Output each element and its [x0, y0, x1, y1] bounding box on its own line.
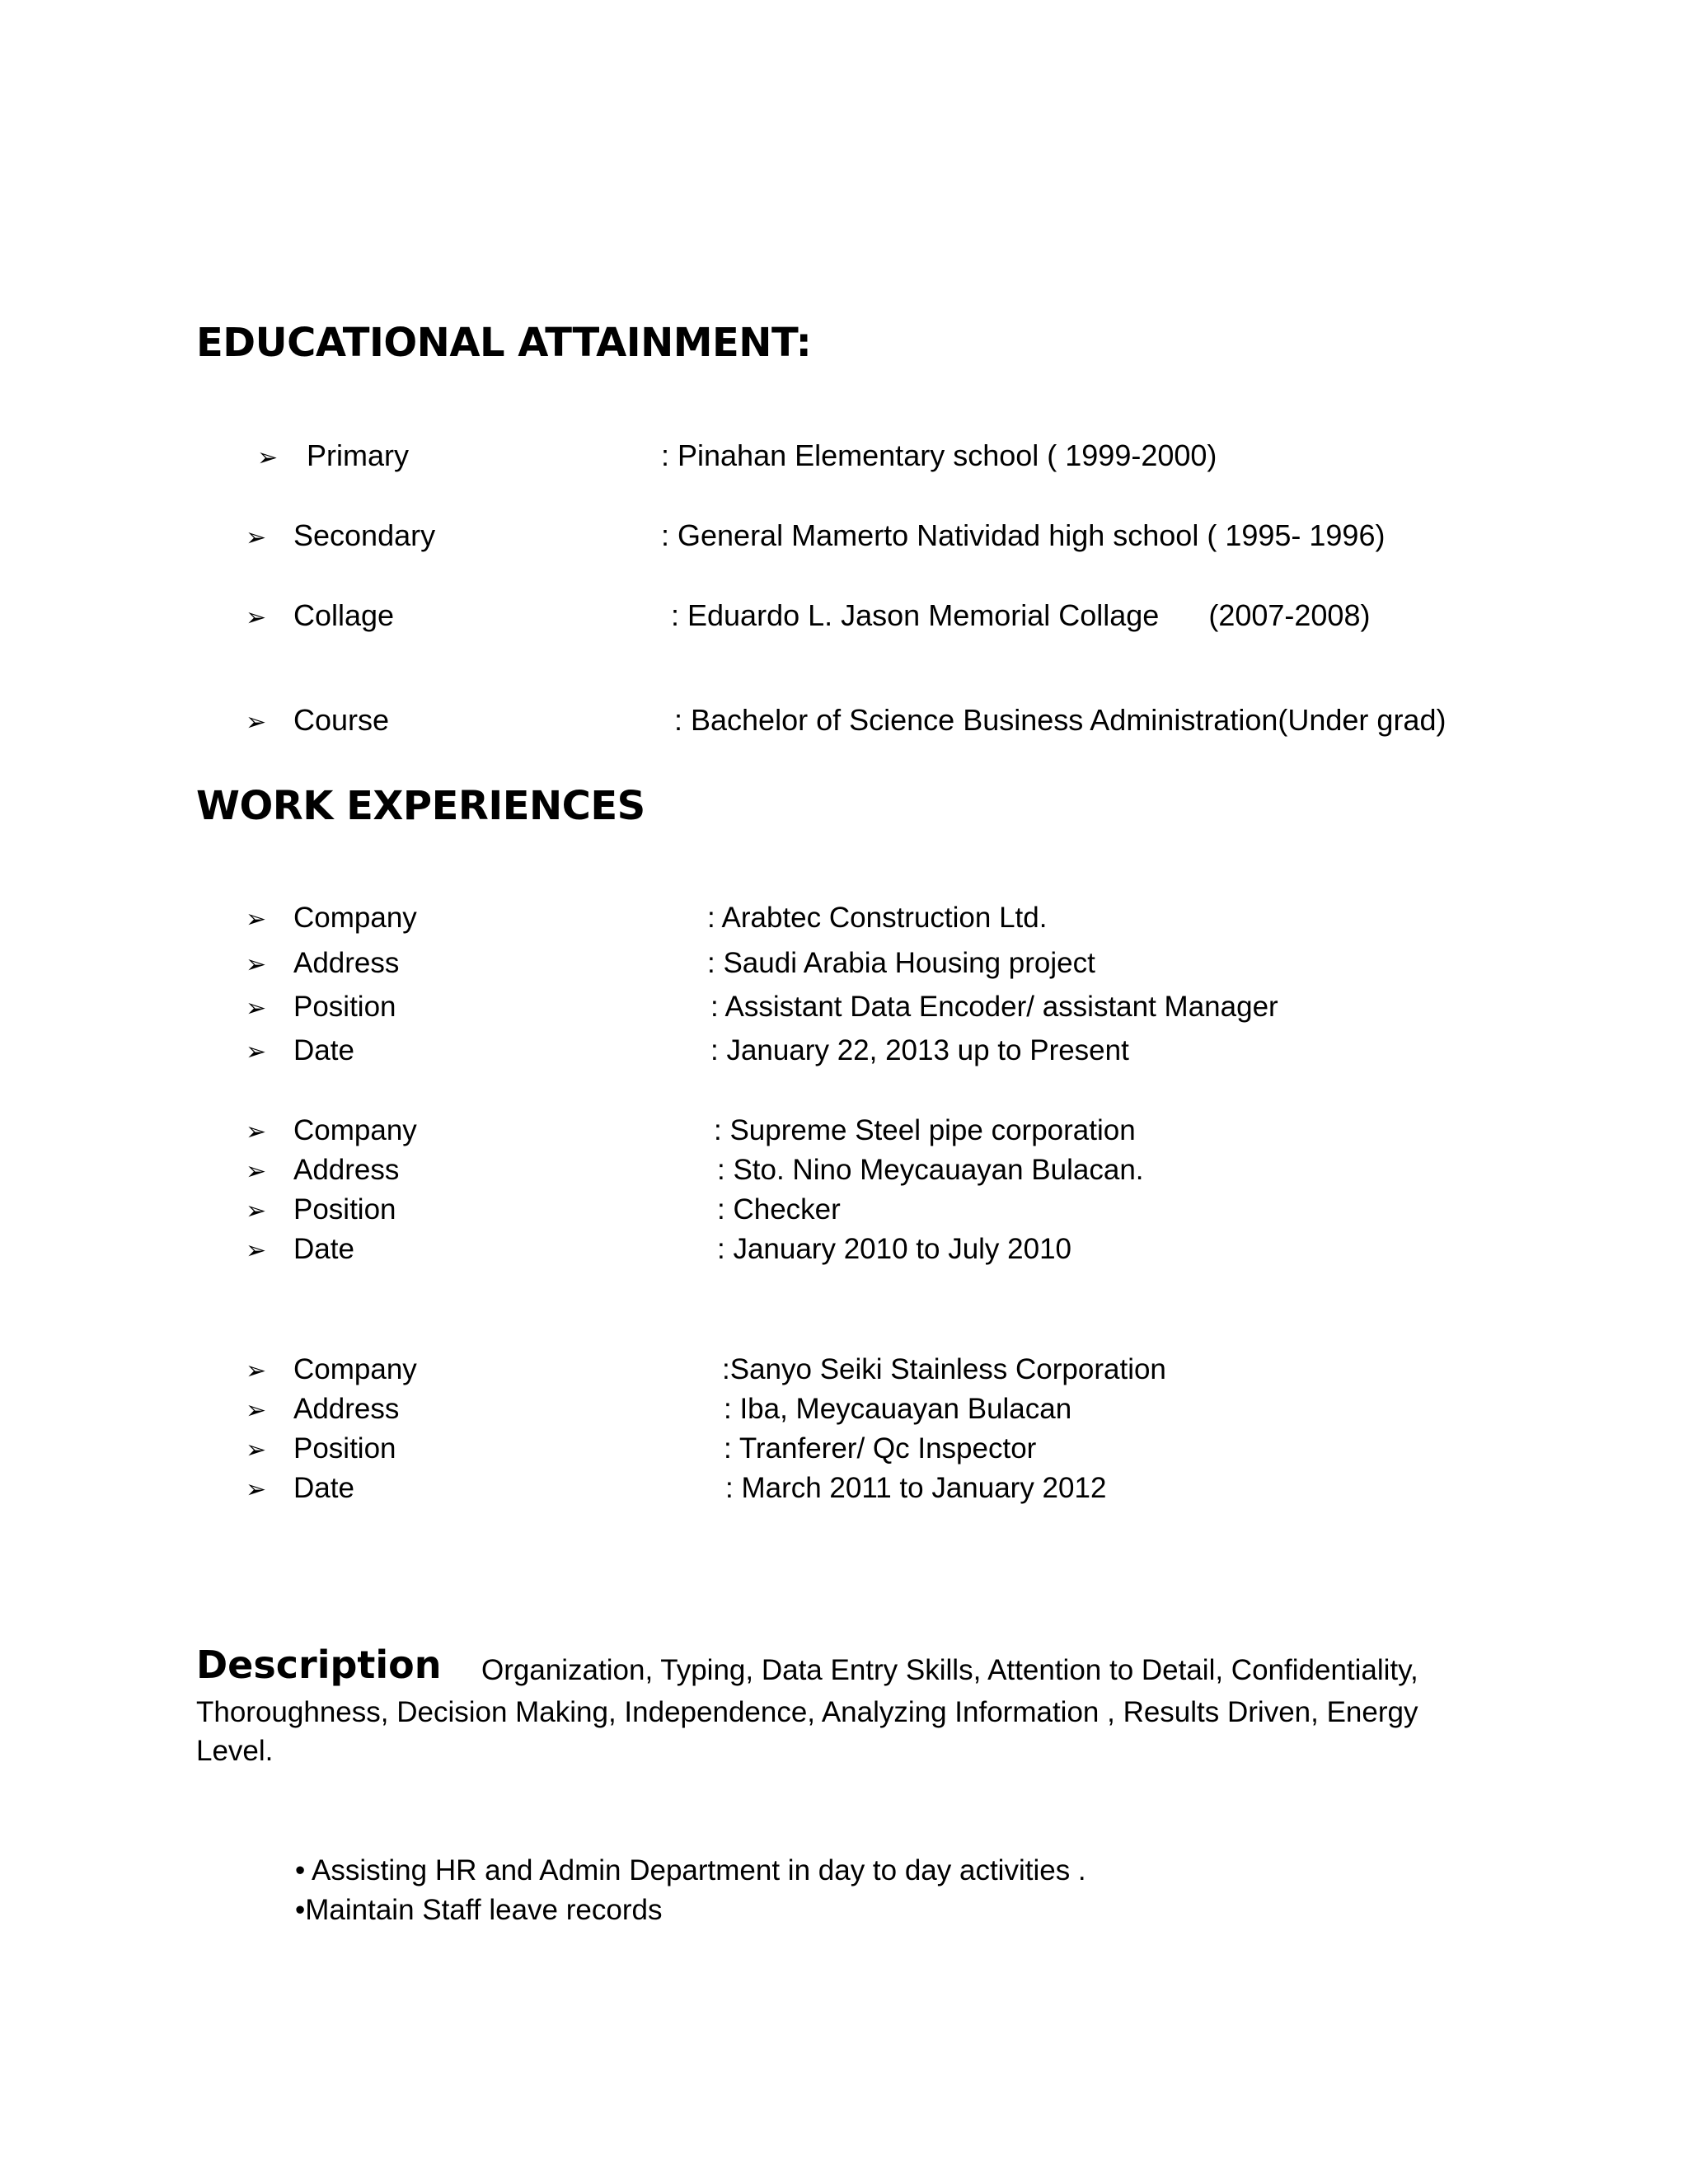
arrow-bullet-icon: ➢	[246, 1476, 267, 1503]
job-position-label: Position	[293, 1193, 396, 1226]
list-item	[246, 1192, 266, 1230]
job-position-label: Position	[293, 1432, 396, 1465]
arrow-bullet-icon: ➢	[246, 1197, 267, 1225]
list-item	[246, 1231, 266, 1269]
arrow-bullet-icon: ➢	[246, 1237, 267, 1264]
arrow-bullet-icon: ➢	[246, 1397, 267, 1424]
job-company-label: Company	[293, 1353, 417, 1385]
job-date-value: : January 2010 to July 2010	[717, 1233, 1072, 1265]
job-company-label: Company	[293, 1114, 417, 1146]
education-value-course: : Bachelor of Science Business Administration(Under grad)	[674, 703, 1447, 737]
arrow-bullet-icon: ➢	[246, 1118, 267, 1146]
job-company-value: : Supreme Steel pipe corporation	[714, 1114, 1136, 1146]
list-item: • Assisting HR and Admin Department in day to day activities .	[295, 1854, 1086, 1886]
job-position-value: : Checker	[717, 1193, 841, 1226]
list-item	[246, 1352, 266, 1390]
description-line-1: Organization, Typing, Data Entry Skills, Attention to Detail, Confidentiality,	[481, 1654, 1418, 1686]
list-item	[246, 1113, 266, 1151]
list-item	[246, 989, 266, 1027]
job-company-label: Company	[293, 902, 417, 934]
job-address-value: : Saudi Arabia Housing project	[707, 947, 1095, 979]
job-address-label: Address	[293, 1393, 400, 1425]
list-item	[246, 1033, 266, 1071]
list-item	[246, 1431, 266, 1469]
job-company-value: :Sanyo Seiki Stainless Corporation	[722, 1353, 1166, 1385]
education-value-primary: : Pinahan Elementary school ( 1999-2000)	[661, 438, 1217, 472]
job-address-value: : Sto. Nino Meycauayan Bulacan.	[717, 1154, 1144, 1186]
job-date-label: Date	[293, 1233, 354, 1265]
job-date-value: : March 2011 to January 2012	[725, 1472, 1107, 1504]
description-title: Description	[196, 1643, 442, 1687]
job-position-value: : Assistant Data Encoder/ assistant Manager	[710, 991, 1278, 1023]
arrow-bullet-icon: ➢	[246, 906, 267, 933]
education-label-collage: Collage	[293, 598, 395, 632]
job-date-label: Date	[293, 1472, 354, 1504]
arrow-bullet-icon: ➢	[246, 951, 267, 978]
arrow-bullet-icon: ➢	[246, 1357, 267, 1385]
arrow-bullet-icon: ➢	[246, 709, 267, 736]
education-label-secondary: Secondary	[293, 518, 436, 552]
job-address-label: Address	[293, 947, 400, 979]
list-item	[246, 702, 266, 741]
education-label-primary: Primary	[307, 438, 409, 472]
list-item	[246, 945, 266, 983]
arrow-bullet-icon: ➢	[257, 444, 279, 471]
arrow-bullet-icon: ➢	[246, 995, 267, 1022]
education-label-course: Course	[293, 703, 390, 737]
arrow-bullet-icon: ➢	[246, 1038, 267, 1066]
arrow-bullet-icon: ➢	[246, 1158, 267, 1185]
arrow-bullet-icon: ➢	[246, 604, 267, 631]
list-item	[246, 1152, 266, 1190]
job-date-label: Date	[293, 1034, 354, 1066]
job-address-label: Address	[293, 1154, 400, 1186]
job-position-label: Position	[293, 991, 396, 1023]
arrow-bullet-icon: ➢	[246, 524, 267, 551]
list-item	[246, 1391, 266, 1429]
list-item: •Maintain Staff leave records	[295, 1894, 663, 1926]
list-item	[246, 900, 266, 938]
description-line-3: Level.	[196, 1735, 274, 1767]
work-heading: WORK EXPERIENCES	[196, 783, 645, 829]
description-line-2: Thoroughness, Decision Making, Independence, Analyzing Information , Results Driven, Energy	[196, 1696, 1418, 1728]
list-item	[257, 438, 278, 476]
education-heading: EDUCATIONAL ATTAINMENT:	[196, 320, 812, 366]
job-date-value: : January 22, 2013 up to Present	[710, 1034, 1129, 1066]
job-company-value: : Arabtec Construction Ltd.	[707, 902, 1048, 934]
list-item	[246, 1470, 266, 1508]
list-item	[246, 518, 266, 556]
job-address-value: : Iba, Meycauayan Bulacan	[724, 1393, 1072, 1425]
job-position-value: : Tranferer/ Qc Inspector	[724, 1432, 1037, 1465]
arrow-bullet-icon: ➢	[246, 1436, 267, 1464]
education-value-secondary: : General Mamerto Natividad high school ( 1995- 1996)	[661, 518, 1386, 552]
education-value-collage: : Eduardo L. Jason Memorial Collage (2007-2008)	[671, 598, 1371, 632]
list-item	[246, 598, 266, 636]
